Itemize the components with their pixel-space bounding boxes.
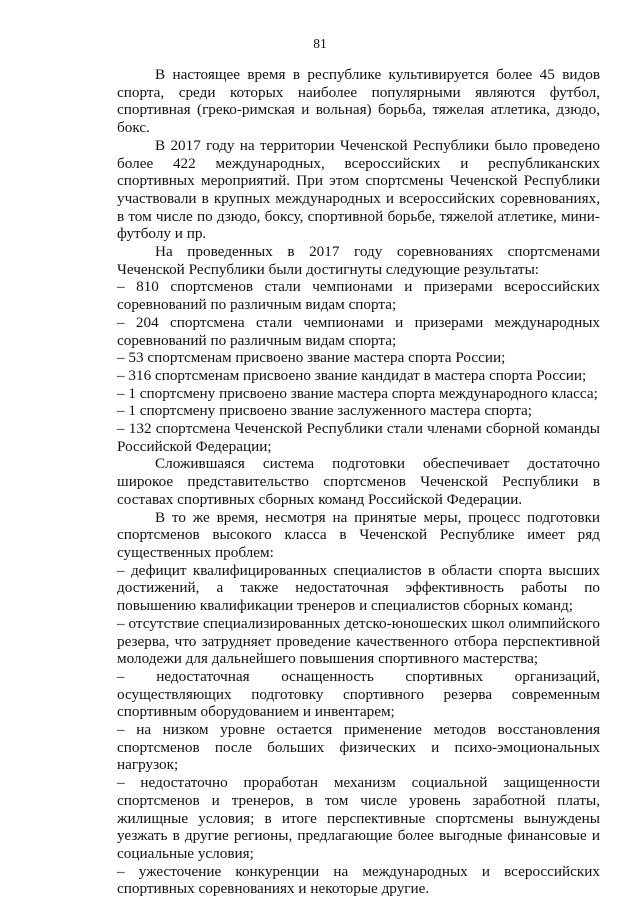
paragraph: Сложившаяся система подготовки обеспечивает достаточно широкое представительство спортсменов Чеченской Республики в составах спортивных сборных команд Российской Федерации. xyxy=(117,455,600,508)
list-item: – дефицит квалифицированных специалистов в области спорта высших достижений, а также недостаточная эффективность работы по повышению квалификации тренеров и специалистов сборных команд; xyxy=(117,561,600,615)
list-item: – отсутствие специализированных детско-юношеских школ олимпийского резерва, что затрудняет проведение качественного отбора перспективной молодежи для дальнейшего повышения спортивного мастерства; xyxy=(117,614,600,668)
list-item: – недостаточная оснащенность спортивных организаций, осуществляющих подготовку спортивного резерва современным спортивным оборудованием и инвентарем; xyxy=(117,667,600,721)
list-item: – 1 спортсмену присвоено звание мастера спорта международного класса; xyxy=(117,384,598,402)
list-item: – недостаточно проработан механизм социальной защищенности спортсменов и тренеров, в том числе уровень заработной платы, жилищные условия; в итоге перспективные спортсмены вынуждены уезжать в другие регионы, предлагающие более выгодные финансовые и социальные условия; xyxy=(117,774,600,862)
list-item: – 204 спортсмена стали чемпионами и призерами международных соревнований по различным видам спорта; xyxy=(117,313,600,349)
paragraph: На проведенных в 2017 году соревнованиях спортсменами Чеченской Республики были достигнуты следующие результаты: xyxy=(117,243,600,278)
list-item: – на низком уровне остается применение методов восстановления спортсменов после больших физических и психо-эмоциональных нагрузок; xyxy=(117,721,600,774)
paragraph: В настоящее время в республике культивируется более 45 видов спорта, среди которых наиболее популярными являются футбол, спортивная (греко-римская и вольная) борьба, тяжелая атлетика, дзюдо, бокс. xyxy=(117,66,600,137)
body-text xyxy=(117,66,600,898)
page-number: 81 xyxy=(313,36,327,51)
list-item: – 316 спортсменам присвоено звание кандидат в мастера спорта России; xyxy=(117,366,587,384)
list-item: – 810 спортсменов стали чемпионами и призерами всероссийских соревнований по различным видам спорта; xyxy=(117,278,600,314)
paragraph: В 2017 году на территории Чеченской Республики было проведено более 422 международных, всероссийских и республиканских спортивных мероприятий. При этом спортсмены Чеченской Республики участвовали в крупных международных и всероссийских соревнованиях, в том числе по дзюдо, боксу, спортивной борьбе, тяжелой атлетике, мини-футболу и пр. xyxy=(117,136,600,243)
list-item: – 1 спортсмену присвоено звание заслуженного мастера спорта; xyxy=(117,402,532,420)
paragraph: В то же время, несмотря на принятые меры, процесс подготовки спортсменов высокого класса в Чеченской Республике имеет ряд существенных проблем: xyxy=(117,508,600,561)
list-item: – 132 спортсмена Чеченской Республики стали членами сборной команды Российской Федерации; xyxy=(117,420,600,455)
list-item: – ужесточение конкуренции на международных и всероссийских спортивных соревнованиях и некоторые другие. xyxy=(117,862,600,898)
list-item: – 53 спортсменам присвоено звание мастера спорта России; xyxy=(117,349,506,367)
